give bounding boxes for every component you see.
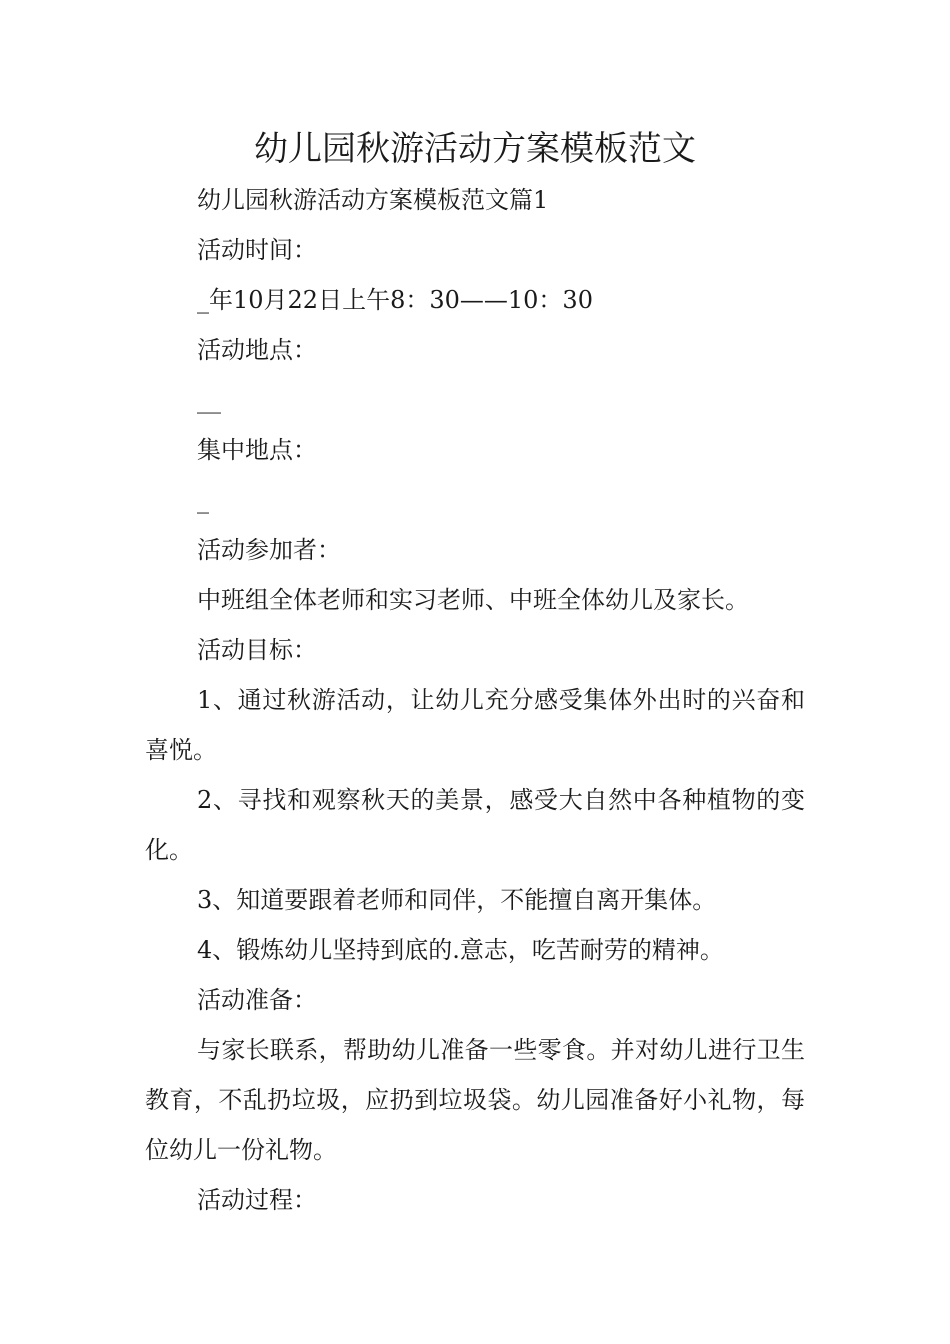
paragraph-goal-1: 1、通过秋游活动，让幼儿充分感受集体外出时的兴奋和喜悦。 bbox=[145, 686, 805, 764]
document-body bbox=[145, 175, 805, 1225]
paragraph-goals-label: 活动目标： bbox=[197, 636, 317, 664]
paragraph-gathering-value: _ bbox=[197, 486, 209, 514]
paragraph-time-label: 活动时间： bbox=[197, 236, 317, 264]
document-title: 幼儿园秋游活动方案模板范文 bbox=[254, 129, 696, 169]
paragraph-location-value: __ bbox=[197, 386, 221, 414]
paragraph-location-label: 活动地点： bbox=[197, 336, 317, 364]
paragraph-participants-value: 中班组全体老师和实习老师、中班全体幼儿及家长。 bbox=[197, 586, 749, 614]
paragraph-gathering-label: 集中地点： bbox=[197, 436, 317, 464]
paragraph-participants-label: 活动参加者： bbox=[197, 536, 341, 564]
paragraph-goal-2: 2、寻找和观察秋天的美景，感受大自然中各种植物的变化。 bbox=[145, 786, 805, 864]
paragraph-goal-3: 3、知道要跟着老师和同伴，不能擅自离开集体。 bbox=[197, 886, 717, 914]
paragraph-preparation-label: 活动准备： bbox=[197, 986, 317, 1014]
paragraph-time-value: _年10月22日上午8：30——10：30 bbox=[197, 286, 593, 314]
paragraph-preparation-value: 与家长联系，帮助幼儿准备一些零食。并对幼儿进行卫生教育，不乱扔垃圾，应扔到垃圾袋。幼儿园准备好小礼物，每位幼儿一份礼物。 bbox=[145, 1036, 805, 1164]
paragraph-goal-4: 4、锻炼幼儿坚持到底的.意志，吃苦耐劳的精神。 bbox=[197, 936, 724, 964]
paragraph-subtitle: 幼儿园秋游活动方案模板范文篇1 bbox=[197, 186, 549, 214]
paragraph-process-label: 活动过程： bbox=[197, 1186, 317, 1214]
